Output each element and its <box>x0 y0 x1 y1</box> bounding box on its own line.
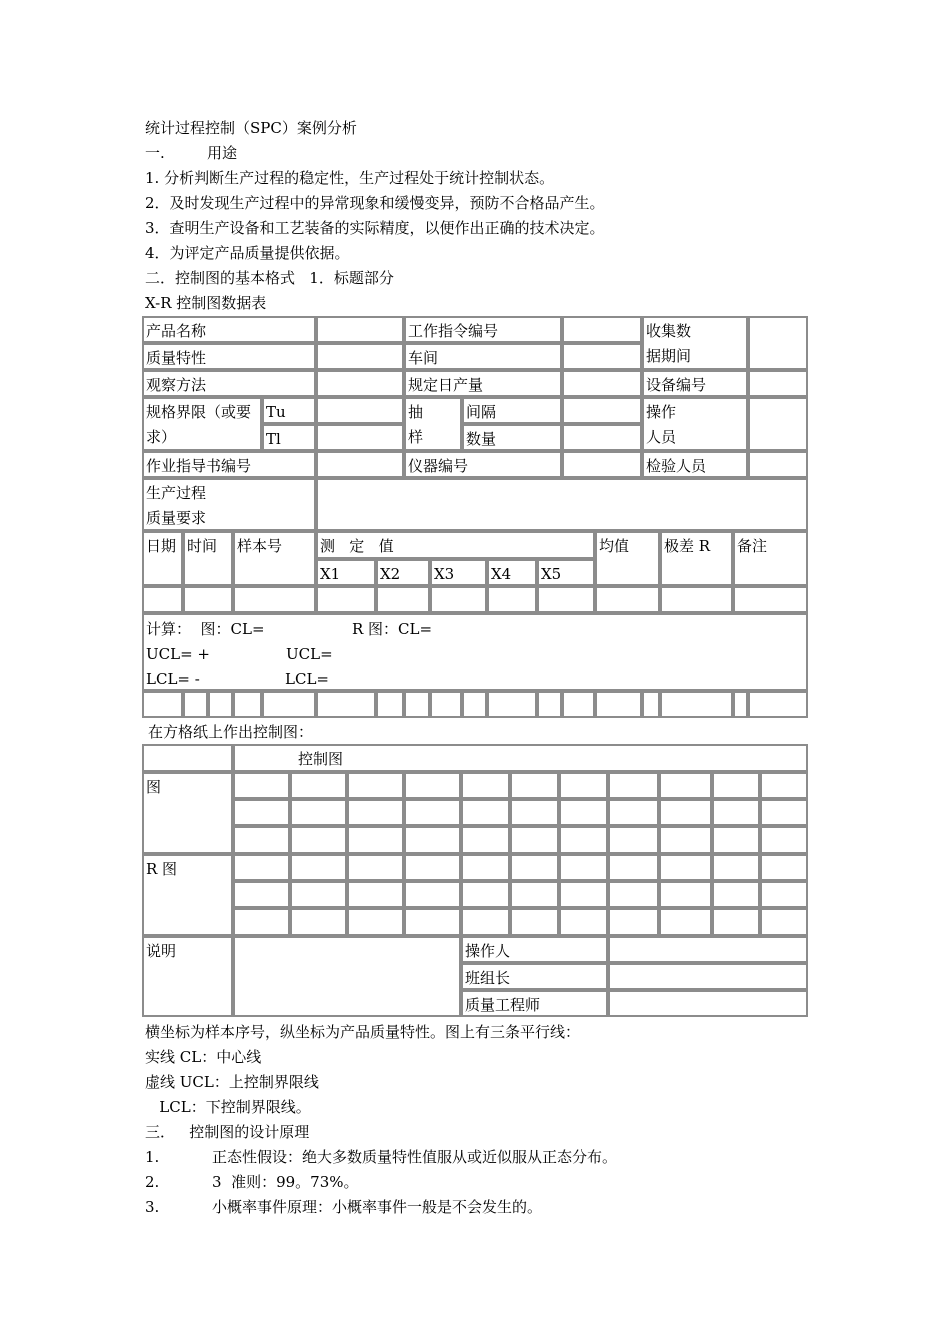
sampling-cell: 抽 样 <box>404 397 462 451</box>
time-header: 时间 <box>183 531 233 586</box>
instrument-no-cell: 仪器编号 <box>404 451 562 478</box>
chart-grid-cell[interactable] <box>760 881 808 908</box>
operator-value[interactable] <box>748 397 808 451</box>
chart-title: 控制图 <box>298 750 344 768</box>
work-order-cell: 工作指令编号 <box>404 316 562 343</box>
chart-grid-cell[interactable] <box>712 854 760 881</box>
collect-period-value[interactable] <box>748 316 808 370</box>
bottom-cell[interactable] <box>183 691 208 718</box>
chart-grid-cell[interactable] <box>233 826 290 854</box>
chart-grid-cell[interactable] <box>461 799 510 826</box>
spec-limit-cell: 规格界限（或要 求） <box>142 397 262 451</box>
chart-grid-cell[interactable] <box>559 908 608 936</box>
chart-grid-cell[interactable] <box>712 826 760 854</box>
inspector-value[interactable] <box>748 451 808 478</box>
ucl-line-note: 虚线 UCL：上控制界限线 <box>145 1073 319 1091</box>
chart-grid-cell[interactable] <box>347 854 404 881</box>
mean-header: 均值 <box>595 531 660 586</box>
operator-label-cell: 操作人 <box>461 936 608 963</box>
chart-grid-cell[interactable] <box>404 881 461 908</box>
cl-line-note: 实线 CL：中心线 <box>145 1048 262 1066</box>
data-range[interactable] <box>660 586 733 613</box>
chart-grid-cell[interactable] <box>712 908 760 936</box>
remark-header: 备注 <box>733 531 808 586</box>
chart-title-cell <box>233 744 808 772</box>
chart-grid-cell[interactable] <box>608 908 659 936</box>
chart-grid-cell[interactable] <box>461 772 510 799</box>
chart-grid-cell[interactable] <box>659 854 712 881</box>
chart-grid-cell[interactable] <box>233 854 290 881</box>
bottom-cell[interactable] <box>537 691 562 718</box>
instruction-no-value[interactable] <box>316 451 404 478</box>
section1-item-3: 3．查明生产设备和工艺装备的实际精度，以便作出正确的技术决定。 <box>145 219 605 237</box>
date-header: 日期 <box>142 531 183 586</box>
chart-grid-cell[interactable] <box>608 772 659 799</box>
doc-title: 统计过程控制（SPC）案例分析 <box>145 119 357 137</box>
chart-grid-cell[interactable] <box>233 908 290 936</box>
bottom-cell[interactable] <box>733 691 748 718</box>
grid-caption: 在方格纸上作出控制图： <box>148 723 314 741</box>
chart-grid-cell[interactable] <box>559 826 608 854</box>
chart-grid-cell[interactable] <box>347 908 404 936</box>
quantity-cell: 数量 <box>462 424 562 451</box>
section1-heading: 用途 <box>207 144 238 162</box>
product-name-cell: 产品名称 <box>142 316 316 343</box>
quality-engineer-value-cell[interactable] <box>608 990 808 1017</box>
chart-grid-cell[interactable] <box>290 826 347 854</box>
section1-number: 一. <box>145 144 165 162</box>
chart-grid-cell[interactable] <box>608 799 659 826</box>
section1-item-4: 4．为评定产品质量提供依据。 <box>145 244 350 262</box>
bottom-cell[interactable] <box>404 691 430 718</box>
section1-item-1: 1. 分析判断生产过程的稳定性，生产过程处于统计控制状态。 <box>145 169 555 187</box>
team-leader-label-cell: 班组长 <box>461 963 608 990</box>
section1-item-2: 2．及时发现生产过程中的异常现象和缓慢变异，预防不合格品产生。 <box>145 194 605 212</box>
chart-grid-cell[interactable] <box>510 772 559 799</box>
data-x2[interactable] <box>376 586 430 613</box>
observe-method-cell: 观察方法 <box>142 370 316 397</box>
data-x5[interactable] <box>537 586 595 613</box>
chart-grid-cell[interactable] <box>233 772 290 799</box>
note-label-cell: 说明 <box>142 936 233 1017</box>
chart-grid-cell[interactable] <box>233 881 290 908</box>
interval-cell: 间隔 <box>462 397 562 424</box>
chart-grid-cell[interactable] <box>608 826 659 854</box>
x5-header: X5 <box>537 559 595 586</box>
bottom-cell[interactable] <box>660 691 733 718</box>
chart-grid-cell[interactable] <box>347 881 404 908</box>
chart-grid-cell[interactable] <box>461 881 510 908</box>
chart-grid-cell[interactable] <box>404 826 461 854</box>
quality-char-cell: 质量特性 <box>142 343 316 370</box>
data-date[interactable] <box>142 586 183 613</box>
daily-output-cell: 规定日产量 <box>404 370 562 397</box>
work-order-value[interactable] <box>562 316 642 343</box>
instrument-no-value[interactable] <box>562 451 642 478</box>
chart-grid-cell[interactable] <box>461 854 510 881</box>
chart-grid-cell[interactable] <box>510 908 559 936</box>
chart-grid-cell[interactable] <box>760 826 808 854</box>
chart-grid-cell[interactable] <box>760 908 808 936</box>
bottom-cell[interactable] <box>430 691 462 718</box>
data-x1[interactable] <box>316 586 376 613</box>
principle-3-text: 小概率事件原理：小概率事件一般是不会发生的。 <box>212 1198 543 1216</box>
r-chart-label-cell: R 图 <box>142 854 233 936</box>
collect-period-cell: 收集数 据期间 <box>642 316 748 370</box>
chart-grid-cell[interactable] <box>608 881 659 908</box>
chart-grid-cell[interactable] <box>559 854 608 881</box>
bottom-cell[interactable] <box>642 691 660 718</box>
chart-grid-cell[interactable] <box>659 772 712 799</box>
chart-grid-cell[interactable] <box>659 908 712 936</box>
chart-grid-cell[interactable] <box>233 799 290 826</box>
note-value-cell[interactable] <box>233 936 461 1017</box>
data-remark[interactable] <box>733 586 808 613</box>
principle-2-num: 2. <box>145 1173 160 1191</box>
chart-grid-cell[interactable] <box>559 799 608 826</box>
instruction-no-cell: 作业指导书编号 <box>142 451 316 478</box>
workshop-cell: 车间 <box>404 343 562 370</box>
x4-header: X4 <box>487 559 537 586</box>
chart-grid-cell[interactable] <box>659 826 712 854</box>
measured-header: 测 定 值 <box>316 531 595 559</box>
bottom-cell[interactable] <box>208 691 233 718</box>
tl-value[interactable] <box>316 424 404 451</box>
chart-grid-cell[interactable] <box>290 772 347 799</box>
chart-grid-cell[interactable] <box>404 799 461 826</box>
interval-value[interactable] <box>562 397 642 424</box>
team-leader-value-cell[interactable] <box>608 963 808 990</box>
chart-grid-cell[interactable] <box>290 799 347 826</box>
chart-grid-cell[interactable] <box>290 908 347 936</box>
bottom-cell[interactable] <box>562 691 595 718</box>
bottom-cell[interactable] <box>748 691 808 718</box>
daily-output-value[interactable] <box>562 370 642 397</box>
chart-grid-cell[interactable] <box>510 854 559 881</box>
x3-header: X3 <box>430 559 487 586</box>
chart-grid-cell[interactable] <box>559 772 608 799</box>
sample-no-header: 样本号 <box>233 531 316 586</box>
chart-grid-cell[interactable] <box>712 881 760 908</box>
principle-1-num: 1. <box>145 1148 160 1166</box>
workshop-value[interactable] <box>562 343 642 370</box>
data-mean[interactable] <box>595 586 660 613</box>
bottom-cell[interactable] <box>316 691 376 718</box>
process-req-cell: 生产过程 质量要求 <box>142 478 316 531</box>
chart-grid-cell[interactable] <box>347 826 404 854</box>
quality-engineer-label-cell: 质量工程师 <box>461 990 608 1017</box>
operator-value-cell[interactable] <box>608 936 808 963</box>
principle-1-text: 正态性假设：绝大多数质量特性值服从或近似服从正态分布。 <box>212 1148 618 1166</box>
quantity-value[interactable] <box>562 424 642 451</box>
chart-grid-cell[interactable] <box>347 772 404 799</box>
range-header: 极差 R <box>660 531 733 586</box>
tl-cell: Tl <box>262 424 316 451</box>
chart-grid-cell[interactable] <box>510 799 559 826</box>
bottom-cell[interactable] <box>595 691 642 718</box>
bottom-cell[interactable] <box>376 691 404 718</box>
table1-title: X-R 控制图数据表 <box>145 294 267 312</box>
chart-grid-cell[interactable] <box>760 772 808 799</box>
data-sample-no[interactable] <box>233 586 316 613</box>
chart-grid-cell[interactable] <box>290 854 347 881</box>
principle-2-text: 3 准则：99。73%。 <box>212 1173 359 1191</box>
operator-cell: 操作 人员 <box>642 397 748 451</box>
data-x3[interactable] <box>430 586 487 613</box>
product-name-value[interactable] <box>316 316 404 343</box>
chart-grid-cell[interactable] <box>404 908 461 936</box>
equipment-no-cell: 设备编号 <box>642 370 748 397</box>
equipment-no-value[interactable] <box>748 370 808 397</box>
principle-3-num: 3. <box>145 1198 160 1216</box>
chart-grid-cell[interactable] <box>760 854 808 881</box>
observe-method-value[interactable] <box>316 370 404 397</box>
chart-grid-cell[interactable] <box>461 826 510 854</box>
chart-grid-cell[interactable] <box>712 799 760 826</box>
chart-grid-cell[interactable] <box>712 772 760 799</box>
bottom-cell[interactable] <box>462 691 487 718</box>
quality-char-value[interactable] <box>316 343 404 370</box>
bottom-cell[interactable] <box>262 691 316 718</box>
data-x4[interactable] <box>487 586 537 613</box>
x2-header: X2 <box>376 559 430 586</box>
chart-grid-cell[interactable] <box>290 881 347 908</box>
bottom-cell[interactable] <box>233 691 262 718</box>
section3-heading: 三． 控制图的设计原理 <box>145 1123 310 1141</box>
chart-grid-cell[interactable] <box>347 799 404 826</box>
chart-grid-cell[interactable] <box>404 772 461 799</box>
process-req-value[interactable] <box>316 478 808 531</box>
lcl-line-note: LCL：下控制界限线。 <box>145 1098 311 1116</box>
chart-grid-cell[interactable] <box>510 881 559 908</box>
chart-grid-cell[interactable] <box>659 799 712 826</box>
section2-heading: 二．控制图的基本格式 1．标题部分 <box>145 269 394 287</box>
data-time[interactable] <box>183 586 233 613</box>
chart-grid-cell[interactable] <box>608 854 659 881</box>
tu-cell: Tu <box>262 397 316 424</box>
chart-grid-cell[interactable] <box>461 908 510 936</box>
chart-grid-cell[interactable] <box>559 881 608 908</box>
chart-grid-cell[interactable] <box>659 881 712 908</box>
axis-description: 横坐标为样本序号，纵坐标为产品质量特性。图上有三条平行线： <box>145 1023 581 1041</box>
chart-corner-cell <box>142 744 233 772</box>
tu-value[interactable] <box>316 397 404 424</box>
chart-grid-cell[interactable] <box>510 826 559 854</box>
x-chart-label-cell: 图 <box>142 772 233 854</box>
x1-header: X1 <box>316 559 376 586</box>
bottom-cell[interactable] <box>487 691 537 718</box>
inspector-cell: 检验人员 <box>642 451 748 478</box>
bottom-cell[interactable] <box>142 691 183 718</box>
chart-grid-cell[interactable] <box>404 854 461 881</box>
calculation-cell: 计算： 图：CL= R 图：CL= UCL= + UCL= LCL= - LCL= <box>142 613 808 691</box>
chart-grid-cell[interactable] <box>760 799 808 826</box>
